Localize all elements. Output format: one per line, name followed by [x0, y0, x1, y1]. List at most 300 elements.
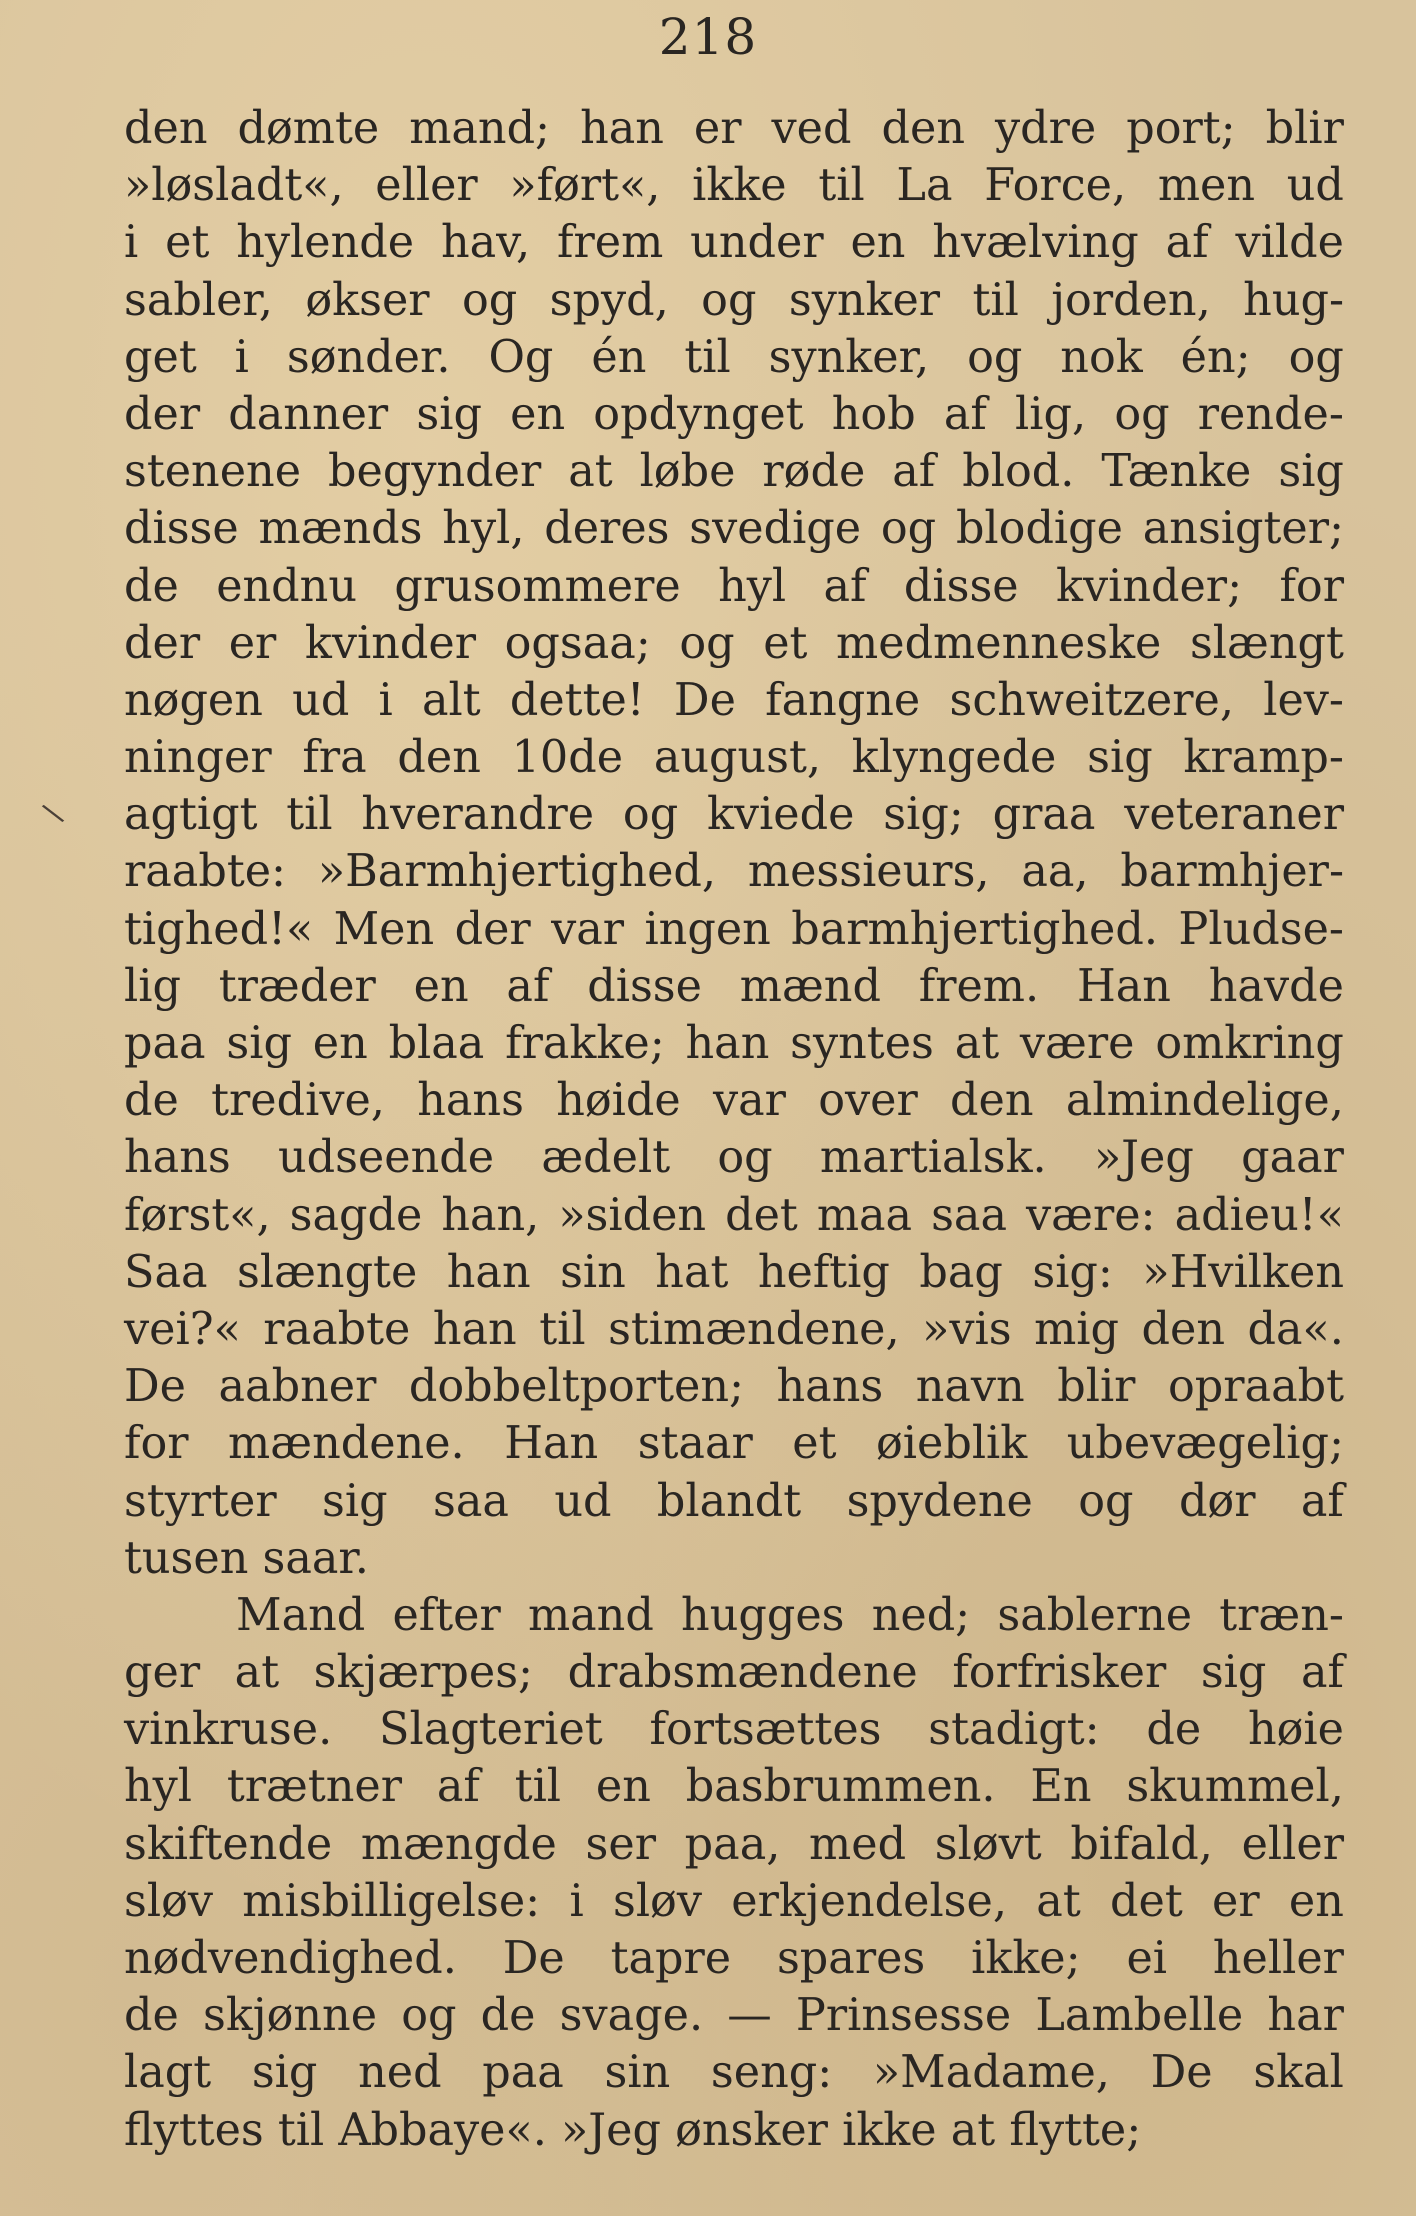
word: navn	[915, 1361, 1025, 1413]
word: »Barmhjertighed,	[317, 846, 717, 898]
word: barmhjer-	[1120, 846, 1344, 898]
word: schweitzere,	[949, 674, 1234, 726]
word: de	[480, 1990, 536, 2042]
word: eller	[1241, 1818, 1344, 1870]
word: august,	[653, 732, 822, 784]
text-line	[124, 672, 1344, 729]
word: Abbaye«.	[338, 2104, 562, 2156]
text-line	[124, 1129, 1344, 1186]
word: han	[432, 1303, 517, 1355]
word: er	[1212, 1875, 1260, 1927]
text-line	[124, 786, 1344, 843]
word: disse	[124, 503, 239, 555]
word: af	[1300, 1475, 1344, 1527]
word: til	[972, 274, 1019, 326]
word: hav,	[440, 217, 531, 269]
word: at	[234, 1647, 280, 1699]
word: i	[378, 674, 393, 726]
word: under	[690, 217, 824, 269]
word: og	[1288, 331, 1344, 383]
word: de	[124, 1075, 179, 1127]
word: frem	[557, 217, 664, 269]
word: en	[510, 388, 566, 440]
text-line	[124, 901, 1344, 958]
word: sig	[226, 1018, 292, 1069]
text-line	[124, 729, 1344, 786]
word: mig	[1034, 1303, 1120, 1355]
word: Prinsesse	[795, 1990, 1012, 2042]
word: tighed!«	[124, 903, 314, 955]
word: ser	[585, 1818, 656, 1870]
text-line	[124, 615, 1344, 672]
word: basbrummen.	[685, 1761, 996, 1813]
word: de	[124, 1990, 179, 2042]
word: stenene	[124, 446, 302, 498]
text-line	[124, 272, 1344, 329]
word: sig	[251, 2047, 318, 2099]
word: i	[234, 331, 249, 383]
word: hugges	[681, 1589, 845, 1641]
word: af	[943, 388, 987, 440]
word: »Hvilken	[1142, 1246, 1344, 1298]
word: sig	[416, 388, 482, 440]
margin-mark: \	[38, 796, 68, 831]
word: agtigt	[124, 789, 258, 841]
word: der	[124, 388, 201, 440]
word: dette!	[509, 674, 645, 726]
word: sløv	[612, 1875, 702, 1927]
text-line	[124, 1816, 1344, 1873]
word: at	[568, 446, 613, 498]
word: opraabt	[1167, 1361, 1344, 1413]
text-line	[124, 1530, 1344, 1587]
word: disse	[903, 560, 1019, 612]
word: paa,	[684, 1818, 781, 1870]
word: paa	[124, 1018, 206, 1069]
word: lig,	[1015, 388, 1087, 440]
word: »Madame,	[872, 2047, 1110, 2099]
word: misbilligelse:	[242, 1875, 541, 1927]
word: heftig	[757, 1246, 890, 1298]
word: aa,	[1021, 846, 1089, 898]
word: ned	[358, 2047, 442, 2099]
word: hat	[655, 1246, 729, 1298]
word: først«,	[124, 1189, 271, 1241]
word: synker,	[768, 331, 930, 383]
word: dømte	[237, 103, 380, 154]
word: svedige	[689, 503, 862, 555]
word: blir	[1265, 103, 1344, 154]
word: almindelige,	[1065, 1075, 1344, 1127]
word: ønsker	[675, 2104, 843, 2156]
word: hyl,	[442, 503, 525, 555]
word: sig	[1200, 1647, 1267, 1699]
word: trætner	[226, 1761, 403, 1813]
word: i	[569, 1875, 584, 1927]
text-line	[124, 100, 1344, 157]
word: og	[967, 331, 1023, 383]
word: rende-	[1197, 388, 1344, 440]
word: aabner	[218, 1361, 377, 1413]
word: en	[850, 217, 906, 269]
word: og	[701, 274, 757, 326]
word: ger	[124, 1647, 201, 1699]
text-line	[124, 1187, 1344, 1244]
text-line	[124, 386, 1344, 443]
word: seng:	[710, 2047, 833, 2099]
word: og	[679, 617, 735, 669]
word: hyl	[124, 1761, 193, 1813]
word: blaa	[388, 1018, 485, 1069]
text-line	[124, 1244, 1344, 1301]
word: hverandre	[361, 789, 595, 841]
word: en	[595, 1761, 651, 1813]
word: begynder	[328, 446, 542, 498]
word: sig	[322, 1475, 388, 1527]
word: syntes	[790, 1018, 934, 1069]
word: fortsættes	[649, 1704, 882, 1756]
word: 10de	[511, 732, 624, 784]
word: blodige	[955, 503, 1123, 555]
word: løbe	[639, 446, 736, 498]
word: eller	[375, 160, 478, 212]
word: en	[413, 960, 469, 1012]
word: var	[712, 1075, 786, 1127]
word: ogsaa;	[504, 617, 651, 669]
word: endnu	[216, 560, 357, 612]
word: af	[823, 560, 867, 612]
page-number: 218	[658, 8, 758, 66]
word: flyttes	[124, 2104, 278, 2156]
word: ud	[554, 1475, 612, 1527]
text-line	[124, 1015, 1344, 1072]
word: af	[436, 1761, 480, 1813]
text-line	[124, 1587, 1344, 1644]
text-line	[124, 958, 1344, 1015]
word: gaar	[1241, 1132, 1344, 1184]
word: lev-	[1263, 674, 1344, 726]
text-line	[124, 1758, 1344, 1815]
word: ansigter;	[1142, 503, 1344, 555]
word: én	[591, 331, 647, 383]
word: er	[228, 617, 277, 669]
word: sin	[604, 2047, 671, 2099]
word: jorden,	[1051, 274, 1211, 326]
word: barmhjertighed.	[791, 903, 1158, 955]
word: han	[580, 103, 664, 154]
word: mængde	[360, 1818, 557, 1870]
word: tredive,	[211, 1075, 385, 1127]
text-line	[124, 1301, 1344, 1358]
word: og	[622, 789, 679, 841]
word: og	[401, 1990, 457, 2042]
word: svage.	[559, 1990, 704, 2042]
word: en	[1288, 1875, 1344, 1927]
word: hug-	[1243, 274, 1344, 326]
word: af	[892, 446, 936, 498]
word: skal	[1253, 2047, 1344, 2099]
word: det	[725, 1189, 798, 1241]
word: og	[461, 274, 518, 326]
word: De	[673, 674, 736, 726]
word: lagt	[124, 2047, 212, 2099]
word: adieu!«	[1174, 1189, 1344, 1241]
word: til	[684, 331, 731, 383]
word: »Jeg	[1093, 1132, 1194, 1184]
word: slængte	[237, 1246, 418, 1298]
word: Men	[333, 903, 435, 955]
word: slængt	[1189, 617, 1344, 669]
word: en	[312, 1018, 368, 1069]
word: skjærpes;	[313, 1647, 534, 1699]
word: kramp-	[1183, 732, 1344, 784]
word: medmenneske	[836, 617, 1162, 669]
word: ydre	[994, 103, 1097, 154]
word: danner	[228, 388, 389, 440]
word: sin	[560, 1246, 626, 1298]
word: den	[950, 1075, 1034, 1127]
word: det	[1110, 1875, 1183, 1927]
word: ned;	[871, 1589, 971, 1641]
word: spares	[776, 1933, 926, 1984]
word: mænd	[739, 960, 881, 1012]
word: ved	[771, 103, 852, 154]
word: ikke	[692, 160, 787, 212]
word: hvælving	[932, 217, 1139, 269]
text-line	[124, 1415, 1344, 1472]
word: stimændene,	[608, 1303, 900, 1355]
word: han	[685, 1018, 770, 1069]
word: én;	[1180, 331, 1251, 383]
text-line	[124, 1873, 1344, 1930]
word: af	[506, 960, 550, 1012]
word: maa	[816, 1189, 913, 1241]
word: var	[551, 903, 625, 955]
word: af	[1300, 1647, 1344, 1699]
word: et	[165, 217, 210, 269]
word: et	[792, 1418, 837, 1470]
word: messieurs,	[747, 846, 990, 898]
word: blir	[1057, 1361, 1136, 1413]
word: skiftende	[124, 1818, 333, 1870]
word: han,	[441, 1189, 540, 1241]
word: En	[1030, 1761, 1092, 1813]
word: frem.	[918, 960, 1040, 1012]
word: ud	[1286, 160, 1344, 212]
word: mand	[527, 1589, 654, 1641]
word: den	[397, 732, 481, 784]
word: de	[1146, 1704, 1202, 1756]
word: dør	[1178, 1475, 1256, 1527]
text-line	[124, 1701, 1344, 1758]
text-line	[124, 329, 1344, 386]
word: hyl	[718, 560, 787, 612]
word: bag	[919, 1246, 1003, 1298]
word: der	[124, 617, 201, 669]
word: ingen	[644, 903, 771, 955]
word: være:	[1025, 1189, 1156, 1241]
word: flytte;	[1009, 2104, 1142, 2156]
word: at	[954, 1018, 1000, 1069]
word: et	[763, 617, 808, 669]
word: sig;	[883, 789, 964, 841]
word: sablerne	[997, 1589, 1193, 1641]
word: La	[896, 160, 953, 212]
word: »løsladt«,	[124, 160, 344, 212]
word: af	[1165, 217, 1209, 269]
word: martialsk.	[819, 1132, 1047, 1184]
word: til	[514, 1761, 562, 1813]
word: han	[446, 1246, 531, 1298]
text-line	[124, 558, 1344, 615]
word: skummel,	[1126, 1761, 1344, 1813]
text-line	[124, 1358, 1344, 1415]
word: blandt	[656, 1475, 802, 1527]
word: De	[502, 1933, 565, 1984]
word: lig	[124, 960, 181, 1012]
word: mænds	[258, 503, 423, 555]
word: hans	[776, 1361, 884, 1413]
word: Force,	[984, 160, 1127, 212]
word: træn-	[1219, 1589, 1344, 1641]
word: havde	[1208, 960, 1344, 1012]
word: omkring	[1155, 1018, 1344, 1069]
word: vilde	[1235, 217, 1344, 269]
word: get	[124, 331, 197, 383]
body-text	[124, 100, 1344, 2159]
word: paa	[482, 2047, 564, 2099]
word: høide	[556, 1075, 681, 1127]
text-line	[124, 1987, 1344, 2044]
word: Han	[504, 1418, 599, 1470]
word: erkjendelse,	[731, 1875, 1008, 1927]
word: har	[1267, 1990, 1344, 2042]
word: stadigt:	[928, 1704, 1100, 1756]
word: ei	[1126, 1933, 1168, 1984]
word: Han	[1076, 960, 1171, 1012]
word: —	[727, 1990, 772, 2042]
word: styrter	[124, 1475, 277, 1527]
word: den	[881, 103, 965, 154]
word: træder	[218, 960, 376, 1012]
word: »ført«,	[509, 160, 661, 212]
word: den	[124, 103, 208, 154]
word: Mand	[236, 1589, 366, 1641]
word: grusommere	[394, 560, 681, 612]
word: dobbeltporten;	[408, 1361, 744, 1413]
word: raabte:	[124, 846, 287, 898]
word: staar	[637, 1418, 753, 1470]
word: men	[1157, 160, 1256, 212]
word: alt	[421, 674, 481, 726]
word: »siden	[558, 1189, 707, 1241]
word: til	[539, 1303, 586, 1355]
word: ikke;	[971, 1933, 1081, 1984]
word: hylende	[236, 217, 415, 269]
word: nok	[1060, 331, 1143, 383]
word: ikke	[842, 2104, 951, 2156]
word: med	[809, 1818, 907, 1870]
word: mand;	[409, 103, 551, 154]
word: Lambelle	[1035, 1990, 1244, 2042]
word: raabte	[263, 1303, 411, 1355]
word: sig	[1087, 732, 1153, 784]
word: til	[818, 160, 865, 212]
word: Og	[488, 331, 554, 383]
word: Tænke	[1101, 446, 1252, 498]
text-line	[124, 157, 1344, 214]
word: vinkruse.	[124, 1704, 333, 1756]
word: tusen	[124, 1532, 263, 1584]
word: ud	[292, 674, 350, 726]
text-line	[124, 1072, 1344, 1129]
word: da«.	[1247, 1303, 1344, 1355]
word: hans	[417, 1075, 524, 1127]
word: ninger	[124, 732, 272, 784]
word: røde	[762, 446, 866, 498]
word: være	[1019, 1018, 1135, 1069]
word: De	[124, 1361, 187, 1413]
word: udseende	[277, 1132, 495, 1184]
word: ædelt	[541, 1132, 671, 1184]
word: bifald,	[1070, 1818, 1213, 1870]
word: sløv	[124, 1875, 213, 1927]
word: saa	[931, 1189, 1007, 1241]
word: heller	[1212, 1933, 1344, 1984]
text-line	[124, 1473, 1344, 1530]
word: tapre	[610, 1933, 732, 1984]
text-line	[124, 2102, 1344, 2159]
word: hans	[124, 1132, 231, 1184]
word: De	[1150, 2047, 1213, 2099]
word: skjønne	[202, 1990, 378, 2042]
word: synker	[788, 274, 941, 326]
word: og	[717, 1132, 773, 1184]
word: opdynget	[593, 388, 804, 440]
word: Slagteriet	[379, 1704, 603, 1756]
word: i	[124, 217, 139, 269]
word: graa	[992, 789, 1096, 841]
word: sig:	[1032, 1246, 1113, 1298]
word: at	[1036, 1875, 1081, 1927]
word: spyd,	[549, 274, 669, 326]
word: deres	[544, 503, 670, 555]
word: sabler,	[124, 274, 273, 326]
text-line	[124, 214, 1344, 271]
word: hob	[831, 388, 916, 440]
word: økser	[305, 274, 430, 326]
text-line	[124, 443, 1344, 500]
word: sig	[1278, 446, 1344, 498]
word: »Jeg	[561, 2104, 676, 2156]
word: Saa	[124, 1246, 208, 1298]
text-line	[124, 500, 1344, 557]
word: for	[124, 1418, 189, 1470]
text-line	[124, 1930, 1344, 1987]
word: kviede	[706, 789, 855, 841]
word: ubevægelig;	[1066, 1418, 1344, 1470]
word: og	[1078, 1475, 1134, 1527]
word: sløvt	[934, 1818, 1042, 1870]
word: nødvendighed.	[124, 1933, 457, 1984]
word: høie	[1247, 1704, 1344, 1756]
word: kvinder	[304, 617, 476, 669]
word: og	[1114, 388, 1170, 440]
word: »vis	[922, 1303, 1012, 1355]
word: for	[1279, 560, 1344, 612]
word: port;	[1126, 103, 1236, 154]
word: der	[454, 903, 531, 955]
